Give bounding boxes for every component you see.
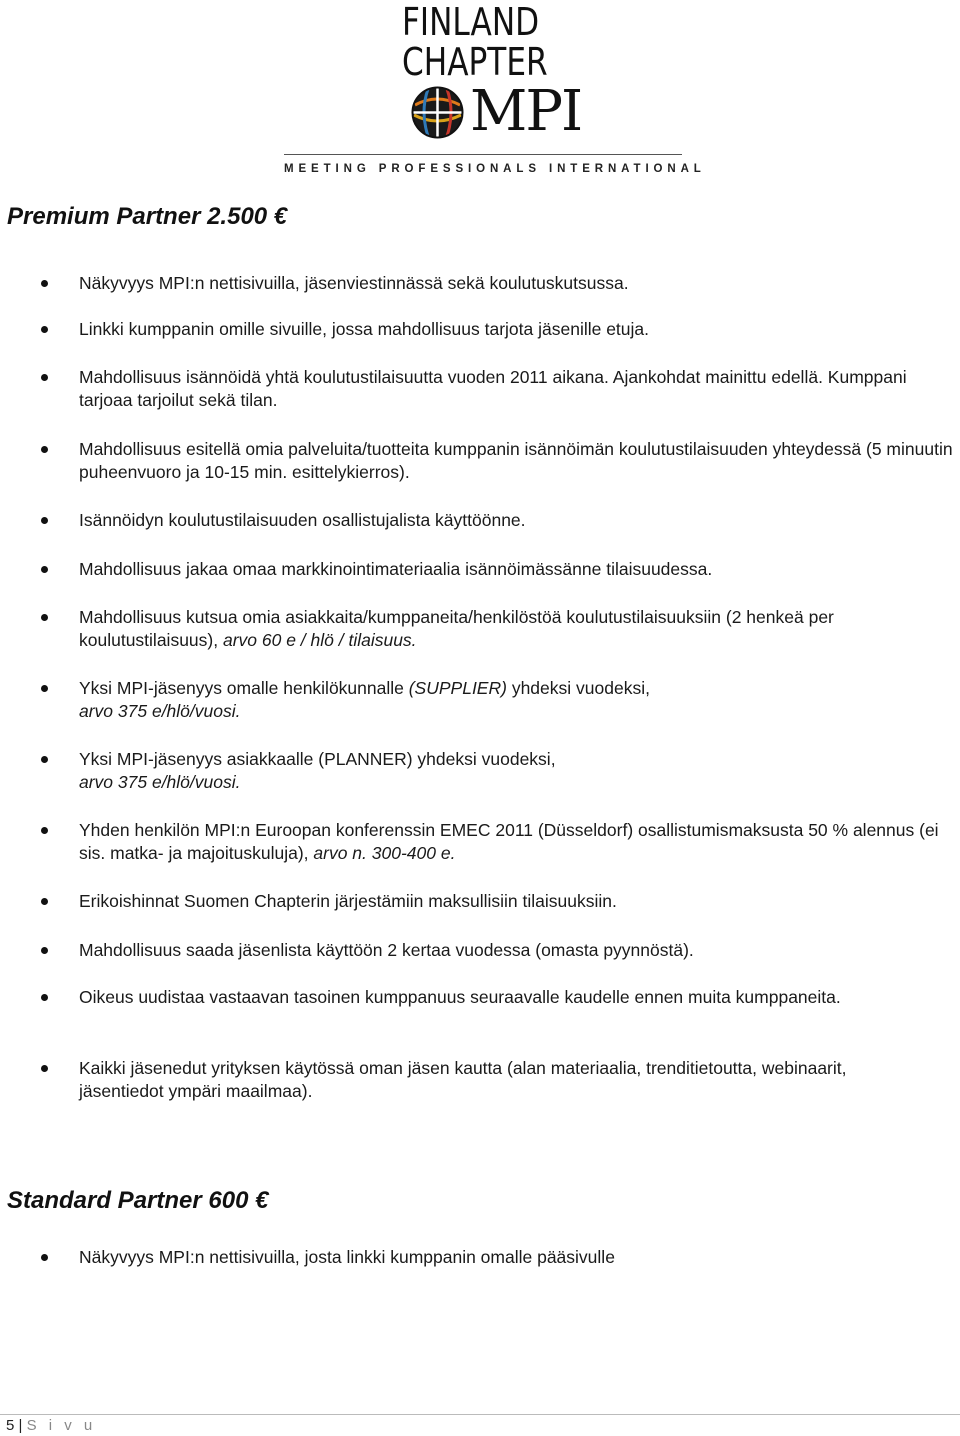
logo-mpi-text: MPI — [470, 79, 582, 144]
item-text: Mahdollisuus jakaa omaa markkinointimateriaalia isännöimässänne tilaisuudessa. — [79, 559, 713, 579]
logo-tagline: MEETING PROFESSIONALS INTERNATIONAL — [284, 163, 706, 175]
item-role: (SUPPLIER) — [408, 678, 507, 698]
item-text: Mahdollisuus isännöidä yhtä koulutustilaisuutta vuoden 2011 aikana. Ajankohdat mainittu edellä. Kumppani tarjoaa tarjoilut sekä tilan. — [79, 367, 907, 410]
item-text: Näkyvyys MPI:n nettisivuilla, jäsenviestinnässä sekä koulutuskutsussa. — [79, 273, 629, 293]
bullet — [41, 280, 48, 287]
item-text — [79, 819, 954, 865]
bullet — [41, 1254, 48, 1261]
standard-heading: Standard Partner 600 € — [7, 1187, 269, 1214]
bullet — [41, 685, 48, 692]
item-text: Linkki kumppanin omille sivuille, jossa mahdollisuus tarjota jäsenille etuja. — [79, 319, 650, 339]
item-text: Mahdollisuus saada jäsenlista käyttöön 2 kertaa vuodessa (omasta pyynnöstä). — [79, 940, 694, 960]
bullet — [41, 947, 48, 954]
item-text-plain: Yksi MPI-jäsenyys omalle henkilökunnalle — [79, 678, 409, 698]
item-text — [79, 606, 954, 652]
bullet — [41, 517, 48, 524]
logo-rule — [284, 154, 682, 155]
item-text-plain: Mahdollisuus kutsua omia asiakkaita/kumppaneita/henkilöstöä koulutustilaisuuksiin (2 henkeä per koulutustilaisuus), — [79, 607, 834, 650]
bullet — [41, 326, 48, 333]
item-text: Isännöidyn koulutustilaisuuden osallistujalista käyttöönne. — [79, 510, 526, 530]
globe-icon — [410, 85, 465, 140]
page-label: S i v u — [26, 1417, 97, 1434]
footer-divider — [0, 1414, 960, 1415]
premium-heading: Premium Partner 2.500 € — [7, 203, 288, 230]
bullet — [41, 446, 48, 453]
bullet — [41, 898, 48, 905]
logo-line-chapter: CHAPTER — [402, 40, 548, 84]
bullet — [41, 614, 48, 621]
item-text-plain: Yhden henkilön MPI:n Euroopan konferenssin EMEC 2011 (Düsseldorf) osallistumismaksusta 50 % alennus (ei sis. matka- ja majoituskuluja), — [79, 820, 939, 863]
item-text: Mahdollisuus esitellä omia palveluita/tuotteita kumppanin isännöimän koulutustilaisuuden yhteydessä (5 minuutin puheenvuoro ja 10-15 min. esittelykierros). — [79, 439, 953, 482]
footer-separator: | — [18, 1417, 23, 1434]
logo-line-finland: FINLAND — [402, 0, 540, 44]
item-price: arvo 60 e / hlö / tilaisuus. — [222, 630, 417, 650]
bullet — [41, 1065, 48, 1072]
bullet — [41, 827, 48, 834]
mpi-logo — [284, 0, 706, 182]
page-footer — [6, 1417, 96, 1434]
bullet — [41, 374, 48, 381]
item-text: Oikeus uudistaa vastaavan tasoinen kumppanuus seuraavalle kaudelle ennen muita kumppaneita. — [79, 987, 841, 1007]
item-price: arvo n. 300-400 e. — [313, 843, 456, 863]
page-number: 5 — [6, 1417, 15, 1434]
item-text: Näkyvyys MPI:n nettisivuilla, josta linkki kumppanin omalle pääsivulle — [79, 1247, 615, 1267]
item-text — [79, 748, 954, 794]
bullet — [41, 566, 48, 573]
bullet — [41, 994, 48, 1001]
item-text: Kaikki jäsenedut yrityksen käytössä oman jäsen kautta (alan materiaalia, trenditietoutta, webinaarit, jäsentiedot ympäri maailmaa). — [79, 1058, 847, 1101]
item-text-plain: Yksi MPI-jäsenyys asiakkaalle (PLANNER) yhdeksi vuodeksi, — [79, 749, 556, 769]
bullet — [41, 756, 48, 763]
item-price: arvo 375 e/hlö/vuosi. — [79, 701, 241, 721]
item-text: Erikoishinnat Suomen Chapterin järjestämiin maksullisiin tilaisuuksiin. — [79, 891, 617, 911]
item-price: arvo 375 e/hlö/vuosi. — [79, 772, 241, 792]
item-text — [79, 677, 954, 723]
item-text-tail: yhdeksi vuodeksi, — [506, 678, 650, 698]
